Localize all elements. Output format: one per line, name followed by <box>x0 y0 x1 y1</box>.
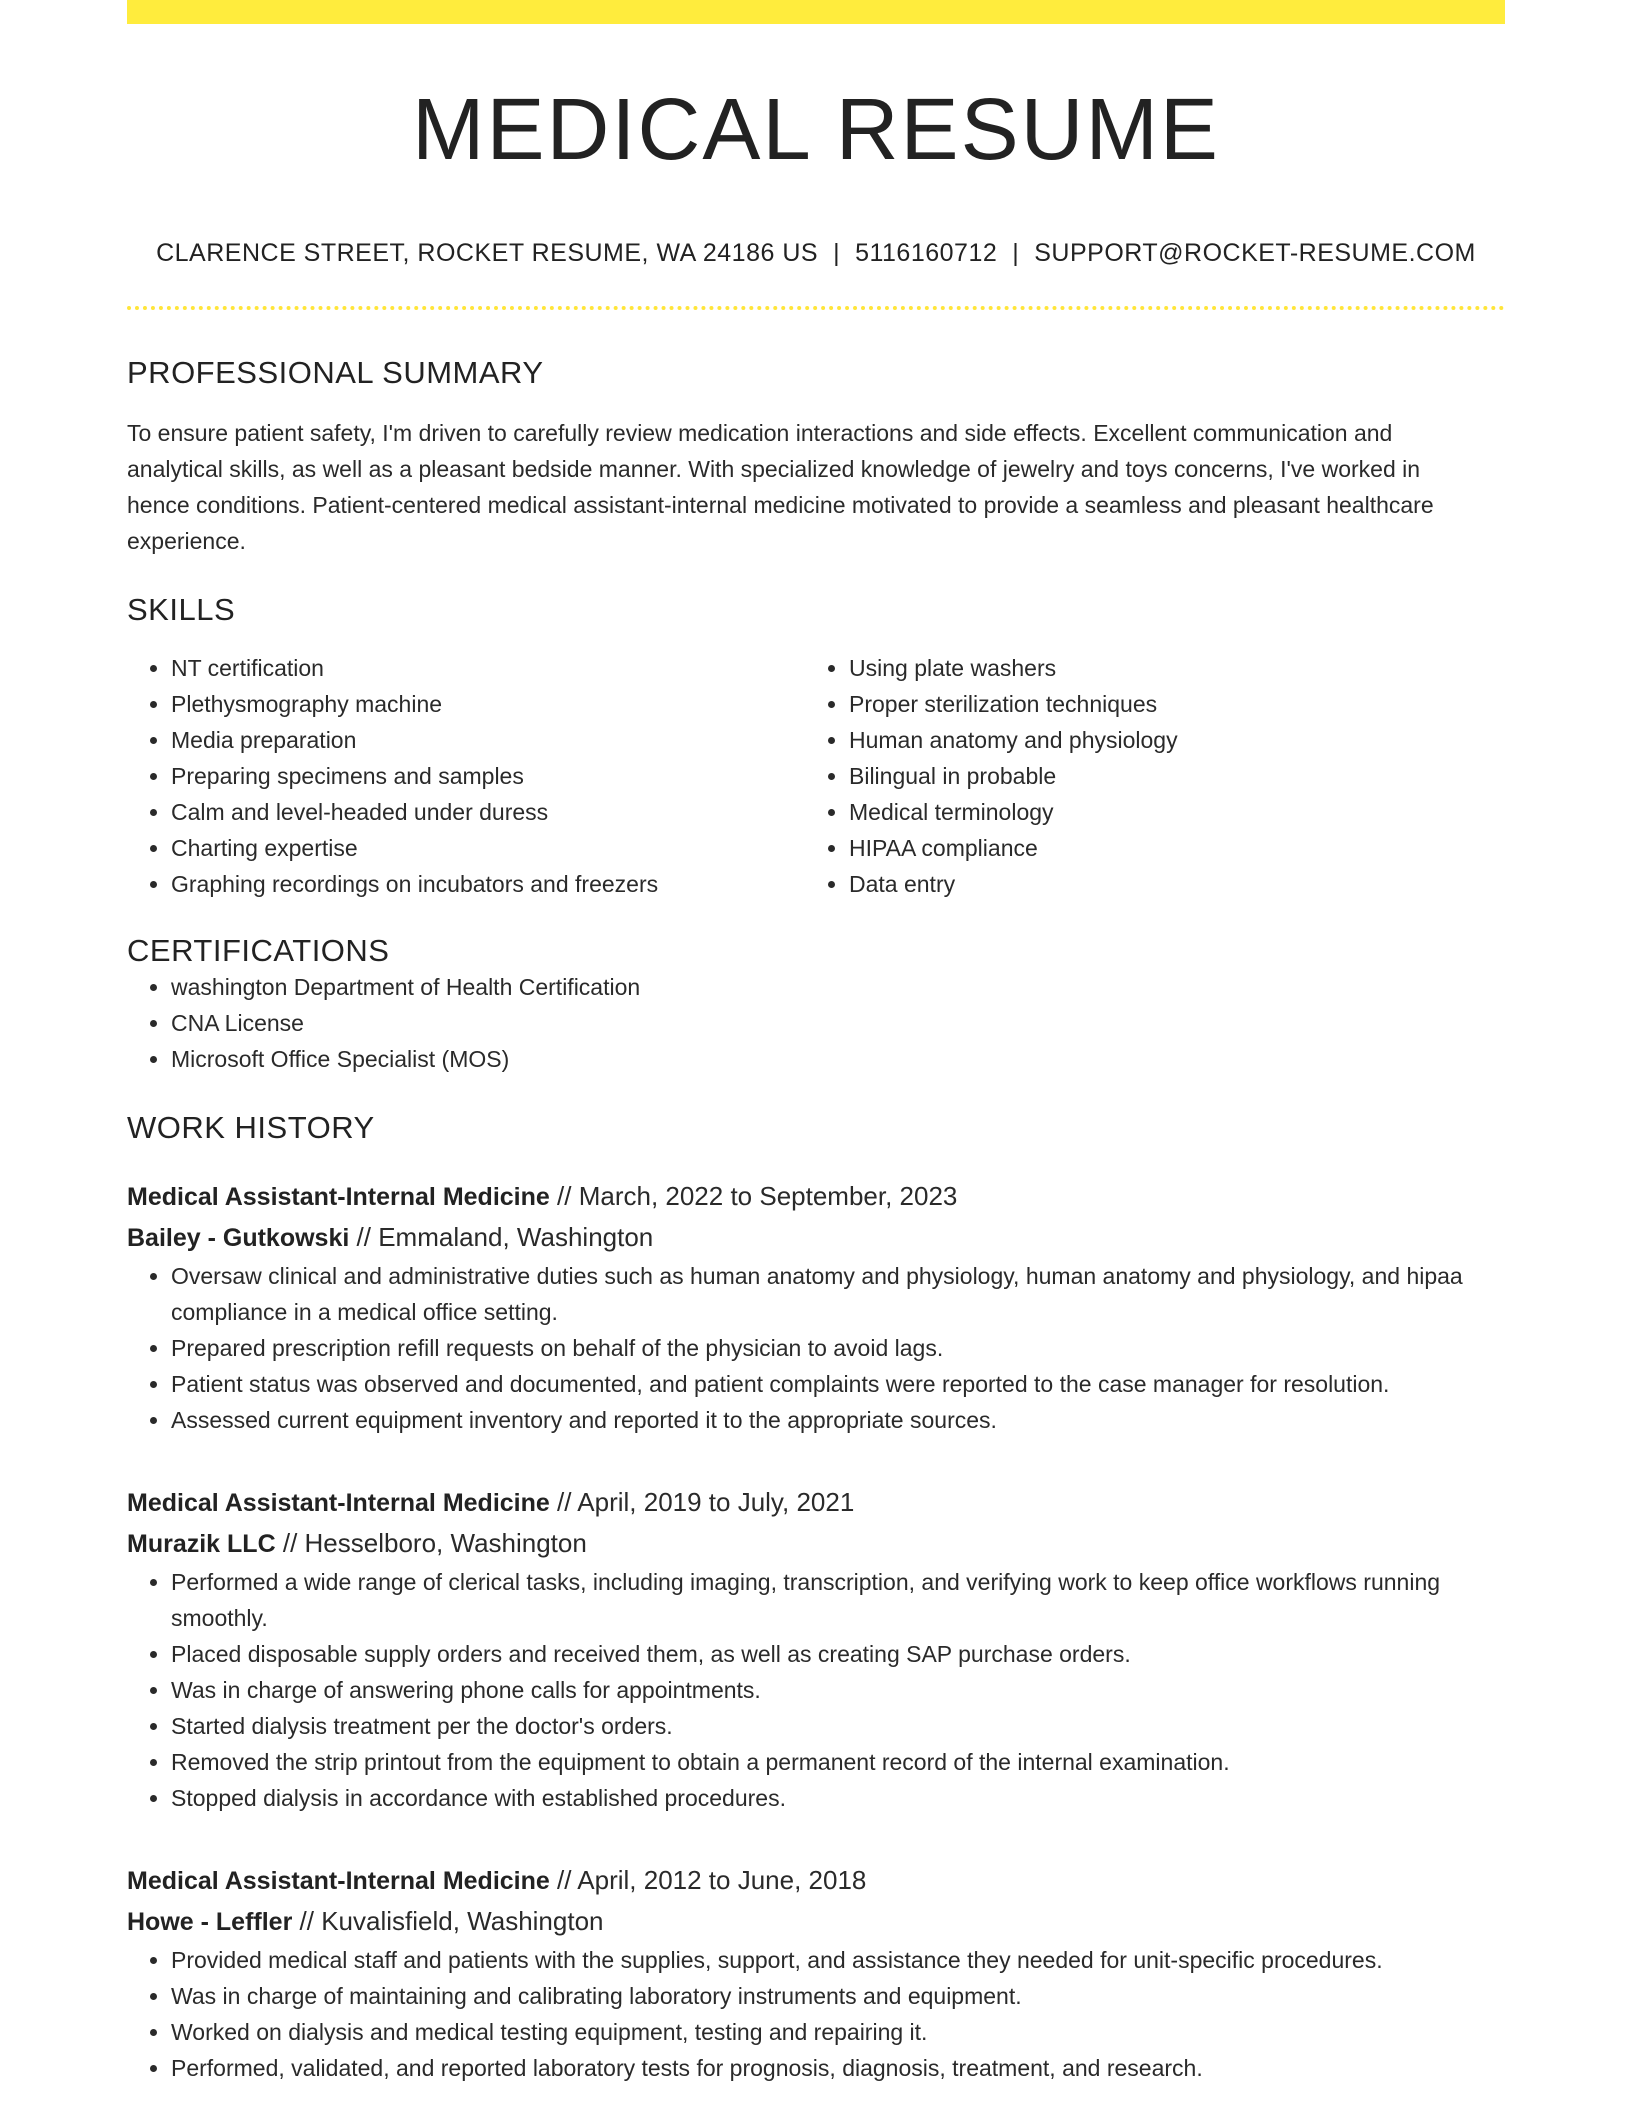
skill-item: • Calm and level-headed under duress <box>171 794 805 830</box>
job-company-line <box>127 1901 1505 1942</box>
job-duty-item: • Assessed current equipment inventory and reported it to the appropriate sources. <box>171 1402 1505 1438</box>
job-company: Murazik LLC <box>127 1530 276 1559</box>
job-company-line <box>127 1523 1505 1564</box>
job-duties-list <box>127 1564 1505 1816</box>
job-entry <box>127 1482 1505 1816</box>
certification-item: • Microsoft Office Specialist (MOS) <box>171 1041 1505 1077</box>
summary-heading: PROFESSIONAL SUMMARY <box>127 354 544 390</box>
job-duties-list <box>127 1942 1505 2086</box>
job-entry <box>127 1176 1505 1438</box>
job-duty-item: • Was in charge of maintaining and calibrating laboratory instruments and equipment. <box>171 1978 1505 2014</box>
skill-item: • Media preparation <box>171 722 805 758</box>
job-dates: // April, 2012 to June, 2018 <box>557 1865 867 1896</box>
job-position: Medical Assistant-Internal Medicine <box>127 1867 550 1896</box>
job-title-line <box>127 1482 1505 1523</box>
job-company-line <box>127 1217 1505 1258</box>
contact-email[interactable]: SUPPORT@ROCKET-RESUME.COM <box>1034 238 1476 267</box>
job-position: Medical Assistant-Internal Medicine <box>127 1489 550 1518</box>
job-company: Bailey - Gutkowski <box>127 1224 350 1253</box>
skill-item: • NT certification <box>171 650 805 686</box>
job-duty-item: • Patient status was observed and documented, and patient complaints were reported to the case manager for resolution. <box>171 1366 1505 1402</box>
job-duty-item: • Started dialysis treatment per the doctor's orders. <box>171 1708 1505 1744</box>
skills-columns <box>127 650 1505 902</box>
skill-item: • Graphing recordings on incubators and freezers <box>171 866 805 902</box>
job-duty-item: • Was in charge of answering phone calls for appointments. <box>171 1672 1505 1708</box>
job-duty-item: • Removed the strip printout from the equipment to obtain a permanent record of the internal examination. <box>171 1744 1505 1780</box>
skill-item: • Medical terminology <box>849 794 1483 830</box>
skill-item: • Plethysmography machine <box>171 686 805 722</box>
job-duty-item: • Placed disposable supply orders and received them, as well as creating SAP purchase orders. <box>171 1636 1505 1672</box>
skill-item: • Bilingual in probable <box>849 758 1483 794</box>
skill-item: • Proper sterilization techniques <box>849 686 1483 722</box>
skill-item: • Charting expertise <box>171 830 805 866</box>
job-dates: // March, 2022 to September, 2023 <box>557 1181 958 1212</box>
job-duty-item: • Prepared prescription refill requests on behalf of the physician to avoid lags. <box>171 1330 1505 1366</box>
contact-address: CLARENCE STREET, ROCKET RESUME, WA 24186 US <box>156 238 819 267</box>
contact-phone[interactable]: 5116160712 <box>855 238 998 267</box>
skills-list-left <box>127 650 805 902</box>
contact-separator: | <box>1012 238 1020 267</box>
job-duty-item: • Provided medical staff and patients with the supplies, support, and assistance they needed for unit-specific procedures. <box>171 1942 1505 1978</box>
contact-separator: | <box>833 238 841 267</box>
skill-item: • Preparing specimens and samples <box>171 758 805 794</box>
skills-column-left <box>127 650 805 902</box>
job-position: Medical Assistant-Internal Medicine <box>127 1183 550 1212</box>
job-duty-item: • Performed a wide range of clerical tasks, including imaging, transcription, and verifying work to keep office workflows running smoothly. <box>171 1564 1505 1636</box>
skills-heading: SKILLS <box>127 591 236 627</box>
job-title-line <box>127 1176 1505 1217</box>
job-duty-item: • Performed, validated, and reported laboratory tests for prognosis, diagnosis, treatment, and research. <box>171 2050 1505 2086</box>
skill-item: • Human anatomy and physiology <box>849 722 1483 758</box>
job-duties-list <box>127 1258 1505 1438</box>
job-title-line <box>127 1860 1505 1901</box>
job-company: Howe - Leffler <box>127 1908 293 1937</box>
summary-text: To ensure patient safety, I'm driven to carefully review medication interactions and side effects. Excellent communication and analytical skills, as well as a pleasant bedside manner. With specialized knowledge of jewelry and toys concerns, I've worked in hence conditions. Patient-centered medical assistant-internal medicine motivated to provide a seamless and pleasant healthcare experience. <box>127 419 1434 554</box>
job-location: // Hesselboro, Washington <box>282 1528 587 1559</box>
job-location: // Emmaland, Washington <box>356 1222 654 1253</box>
job-duty-item: • Oversaw clinical and administrative duties such as human anatomy and physiology, human anatomy and physiology, and hipaa compliance in a medical office setting. <box>171 1258 1505 1330</box>
resume-title: MEDICAL RESUME <box>412 81 1220 178</box>
skills-list-right <box>805 650 1483 902</box>
job-dates: // April, 2019 to July, 2021 <box>557 1487 855 1518</box>
skill-item: • Using plate washers <box>849 650 1483 686</box>
skill-item: • Data entry <box>849 866 1483 902</box>
certifications-heading: CERTIFICATIONS <box>127 933 390 969</box>
job-entry <box>127 1860 1505 2086</box>
certifications-list <box>127 969 1505 1077</box>
work-history-heading: WORK HISTORY <box>127 1110 375 1146</box>
dotted-divider <box>127 306 1505 310</box>
top-accent-bar <box>127 0 1505 24</box>
certification-item: • CNA License <box>171 1005 1505 1041</box>
contact-line <box>127 238 1505 268</box>
skills-column-right <box>805 650 1483 902</box>
job-duty-item: • Stopped dialysis in accordance with established procedures. <box>171 1780 1505 1816</box>
job-duty-item: • Worked on dialysis and medical testing equipment, testing and repairing it. <box>171 2014 1505 2050</box>
certification-item: • washington Department of Health Certification <box>171 969 1505 1005</box>
job-location: // Kuvalisfield, Washington <box>299 1906 604 1937</box>
skill-item: • HIPAA compliance <box>849 830 1483 866</box>
resume-page <box>127 0 1505 2086</box>
